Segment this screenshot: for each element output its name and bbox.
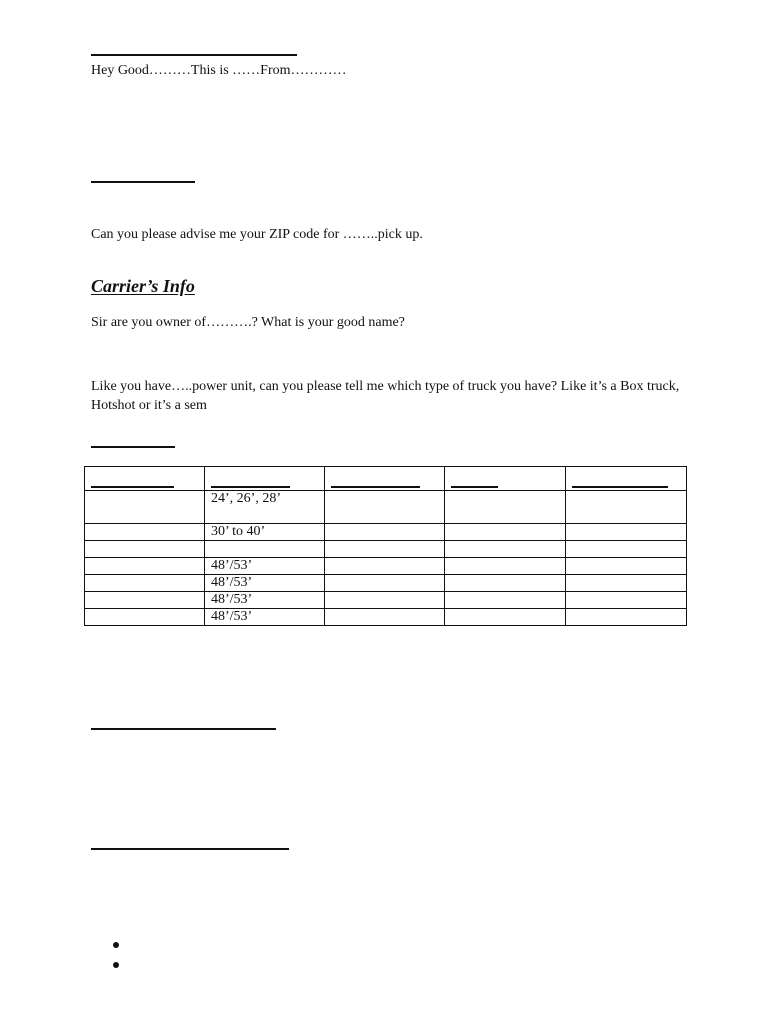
table-row <box>85 558 687 575</box>
table-cell <box>325 491 445 524</box>
table-header-row <box>85 467 687 491</box>
table-row <box>85 609 687 626</box>
table-cell <box>566 609 687 626</box>
table-cell <box>445 609 566 626</box>
section-rule-lower-2 <box>91 848 289 850</box>
table-cell <box>566 592 687 609</box>
table-cell <box>445 491 566 524</box>
table-row <box>85 575 687 592</box>
zip-question: Can you please advise me your ZIP code for ……..pick up. <box>91 227 423 242</box>
table-cell <box>566 541 687 558</box>
table-header-cell <box>566 467 687 491</box>
table-cell <box>445 558 566 575</box>
section-rule-greeting <box>91 54 297 56</box>
table-cell <box>566 524 687 541</box>
table-cell: 30’ to 40’ <box>205 524 325 541</box>
table-header-cell <box>205 467 325 491</box>
table-cell <box>325 541 445 558</box>
table-cell: 48’/53’ <box>205 592 325 609</box>
table-cell <box>85 592 205 609</box>
table-header-cell <box>325 467 445 491</box>
table-cell <box>205 541 325 558</box>
table-cell <box>85 524 205 541</box>
table-cell <box>325 558 445 575</box>
section-rule-lower-1 <box>91 728 276 730</box>
truck-table <box>84 466 687 626</box>
table-cell <box>325 592 445 609</box>
bullet-point <box>113 962 119 968</box>
table-cell <box>325 609 445 626</box>
table-cell: 48’/53’ <box>205 558 325 575</box>
carrier-info-heading: Carrier’s Info <box>91 276 195 296</box>
table-cell: 24’, 26’, 28’ <box>205 491 325 524</box>
table-cell <box>445 592 566 609</box>
table-cell <box>85 541 205 558</box>
table-cell: 48’/53’ <box>205 609 325 626</box>
table-cell <box>566 575 687 592</box>
table-row <box>85 592 687 609</box>
table-row <box>85 491 687 524</box>
table-cell <box>85 558 205 575</box>
table-cell <box>445 541 566 558</box>
section-rule-zip <box>91 181 195 183</box>
owner-question: Sir are you owner of……….? What is your good name? <box>91 315 405 330</box>
table-cell <box>85 575 205 592</box>
table-cell <box>325 524 445 541</box>
truck-question: Like you have…..power unit, can you please tell me which type of truck you have? Like it’s a Box truck, Hotshot or it’s a sem <box>91 379 680 413</box>
table-header-cell <box>445 467 566 491</box>
bullet-point <box>113 942 119 948</box>
table-row <box>85 524 687 541</box>
greeting-line: Hey Good………This is ……From………… <box>91 63 347 78</box>
table-cell: 48’/53’ <box>205 575 325 592</box>
table-cell <box>566 558 687 575</box>
section-rule-truck-table <box>91 446 175 448</box>
table-cell <box>445 575 566 592</box>
table-cell <box>566 491 687 524</box>
table-cell <box>325 575 445 592</box>
table-cell <box>85 491 205 524</box>
table-row <box>85 541 687 558</box>
table-header-cell <box>85 467 205 491</box>
table-cell <box>85 609 205 626</box>
table-cell <box>445 524 566 541</box>
